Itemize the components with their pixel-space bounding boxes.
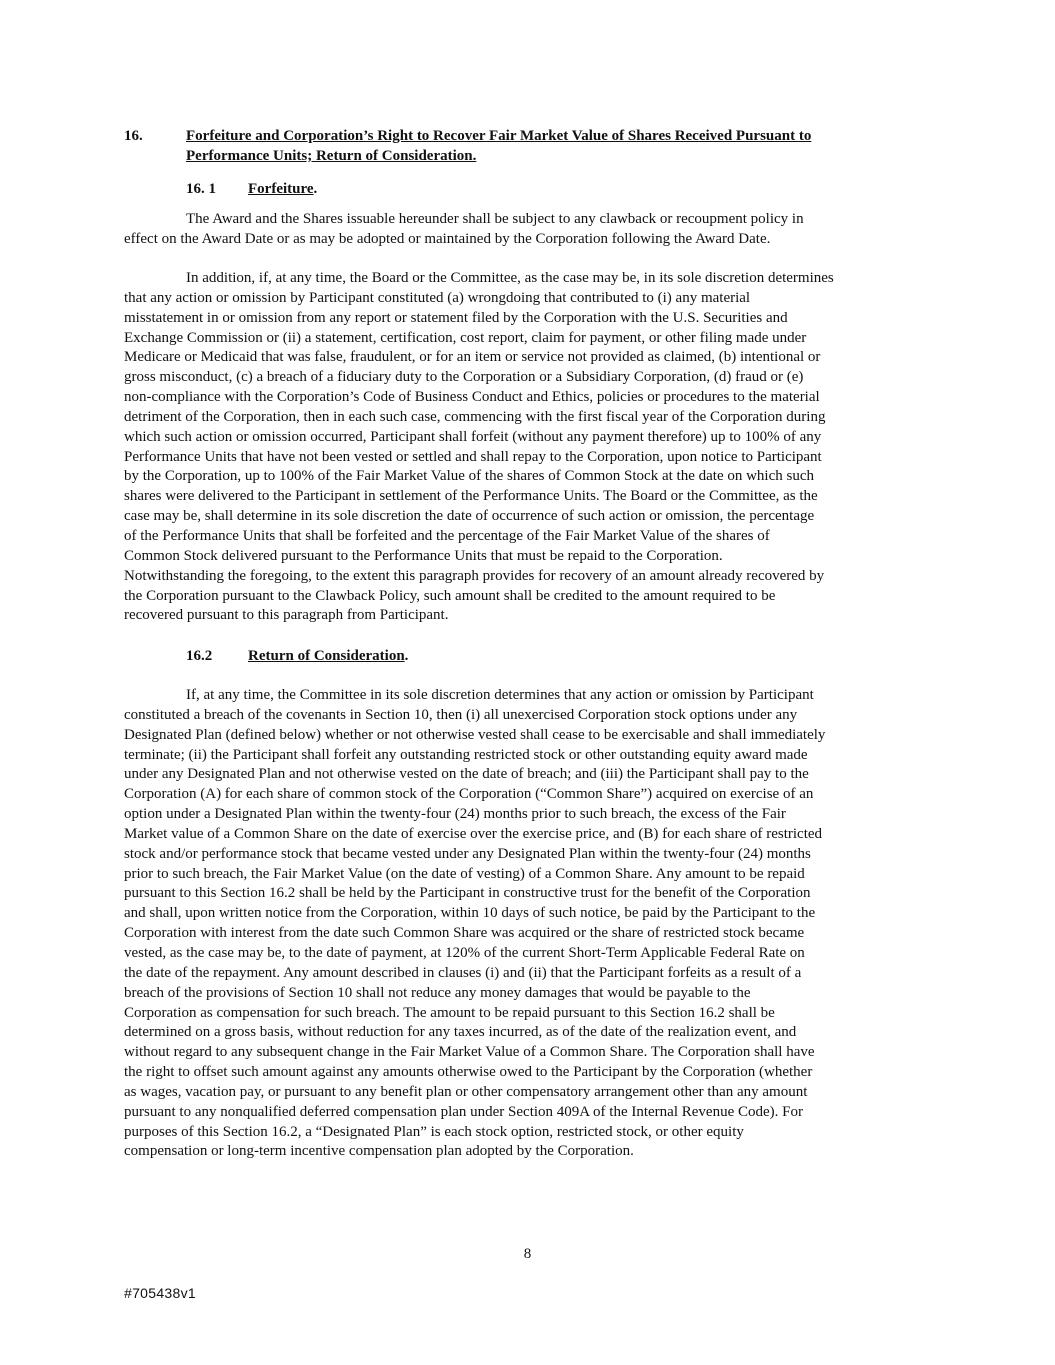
text-line: In addition, if, at any time, the Board or the Committee, as the case may be, in its sole discretion determines [186, 270, 834, 286]
text-line: under any Designated Plan and not otherwise vested on the date of breach; and (iii) the Participant shall pay to the [124, 766, 809, 783]
text-line: effect on the Award Date or as may be adopted or maintained by the Corporation following the Award Date. [124, 230, 771, 247]
text-line: stock and/or performance stock that became vested under any Designated Plan within the twenty-four (24) months [124, 845, 811, 862]
text-line: shares were delivered to the Participant in settlement of the Performance Units. The Board or the Committee, as the [124, 488, 818, 505]
text-line: that any action or omission by Participant constituted (a) wrongdoing that contributed to (i) any material [124, 289, 751, 306]
text-line: Common Stock delivered pursuant to the Performance Units that must be repaid to the Corporation. [124, 547, 723, 564]
text-line: If, at any time, the Committee in its sole discretion determines that any action or omission by Participant [186, 687, 814, 703]
text-line: case may be, shall determine in its sole discretion the date of occurrence of such action or omission, the percentage [124, 508, 815, 525]
text-line: terminate; (ii) the Participant shall forfeit any outstanding restricted stock or other outstanding equity award made [124, 746, 808, 763]
section-title [186, 126, 926, 166]
text-line: breach of the provisions of Section 10 shall not reduce any money damages that would be payable to the [124, 984, 751, 1001]
subsection-title: Forfeiture [248, 181, 314, 197]
text-line: Market value of a Common Share on the date of exercise over the exercise price, and (B) for each share of restricted [124, 825, 823, 842]
paragraph-return-of-consideration [124, 686, 934, 1162]
text-line: detriment of the Corporation, then in each such case, commencing with the first fiscal year of the Corporation during [124, 408, 826, 425]
text-line: the date of the repayment. Any amount described in clauses (i) and (ii) that the Participant forfeits as a result of a [124, 964, 802, 981]
section-title-line: Forfeiture and Corporation’s Right to Recover Fair Market Value of Shares Received Pursuant to [186, 128, 812, 144]
subsection-number: 16. 1 [186, 181, 216, 197]
text-line: Corporation as compensation for such breach. The amount to be repaid pursuant to this Section 16.2 shall be [124, 1004, 775, 1021]
subsection-heading-return-of-consideration: 16.2 Return of Consideration. [186, 648, 409, 664]
text-line: without regard to any subsequent change in the Fair Market Value of a Common Share. The Corporation shall have [124, 1044, 815, 1061]
subsection-title: Return of Consideration [248, 648, 405, 664]
text-line: the Corporation pursuant to the Clawback Policy, such amount shall be credited to the amount required to be [124, 587, 776, 604]
text-line: Corporation (A) for each share of common stock of the Corporation (“Common Share”) acquired on exercise of an [124, 786, 814, 803]
section-title-line: Performance Units; Return of Consideration. [186, 148, 477, 164]
page-number: 8 [523, 1246, 532, 1262]
text-line: Medicare or Medicaid that was false, fraudulent, or for an item or service not provided as claimed, (b) intentional or [124, 349, 821, 366]
text-line: and shall, upon written notice from the Corporation, within 10 days of such notice, be paid by the Participant to the [124, 905, 816, 922]
text-line: Designated Plan (defined below) whether or not otherwise vested shall cease to be exercisable and shall immediately [124, 726, 826, 743]
text-line: Performance Units that have not been vested or settled and shall repay to the Corporation, upon notice to Participant [124, 448, 822, 465]
text-line: the right to offset such amount against any amounts otherwise owed to the Participant by the Corporation (whether [124, 1064, 813, 1081]
text-line: constituted a breach of the covenants in Section 10, then (i) all unexercised Corporation stock options under any [124, 706, 798, 723]
text-line: pursuant to any nonqualified deferred compensation plan under Section 409A of the Internal Revenue Code). For [124, 1103, 803, 1120]
text-line: which such action or omission occurred, Participant shall forfeit (without any payment therefore) up to 100% of any [124, 428, 822, 445]
text-line: of the Performance Units that shall be forfeited and the percentage of the Fair Market Value of the shares of [124, 527, 770, 544]
text-line: Exchange Commission or (ii) a statement, certification, cost report, claim for payment, or other filing made under [124, 329, 807, 346]
subsection-heading-forfeiture: 16. 1 Forfeiture. [186, 181, 318, 197]
text-line: by the Corporation, up to 100% of the Fair Market Value of the shares of Common Stock at the date on which such [124, 468, 814, 485]
text-line: pursuant to this Section 16.2 shall be held by the Participant in constructive trust for the benefit of the Corporation [124, 885, 811, 902]
text-line: as wages, vacation pay, or pursuant to any benefit plan or other compensatory arrangement other than any amount [124, 1083, 808, 1100]
text-line: determined on a gross basis, without reduction for any taxes incurred, as of the date of the realization event, and [124, 1024, 797, 1041]
text-line: The Award and the Shares issuable hereunder shall be subject to any clawback or recoupment policy in [186, 211, 804, 227]
text-line: option under a Designated Plan within the twenty-four (24) months prior to such breach, the excess of the Fair [124, 806, 786, 823]
text-line: Notwithstanding the foregoing, to the extent this paragraph provides for recovery of an amount already recovered by [124, 567, 825, 584]
paragraph-clawback-policy [124, 210, 934, 250]
text-line: prior to such breach, the Fair Market Value (on the date of vesting) of a Common Share. Any amount to be repaid [124, 865, 805, 882]
text-line: Corporation with interest from the date such Common Share was acquired or the share of restricted stock became [124, 925, 805, 942]
text-line: non-compliance with the Corporation’s Code of Business Conduct and Ethics, policies or procedures to the material [124, 389, 820, 406]
paragraph-forfeiture-conditions [124, 269, 934, 626]
text-line: compensation or long-term incentive compensation plan adopted by the Corporation. [124, 1143, 634, 1160]
section-number: 16. [124, 128, 143, 144]
subsection-number: 16.2 [186, 648, 213, 664]
text-line: gross misconduct, (c) a breach of a fiduciary duty to the Corporation or a Subsidiary Corporation, (d) fraud or (e) [124, 369, 804, 386]
text-line: recovered pursuant to this paragraph from Participant. [124, 607, 449, 624]
text-line: misstatement in or omission from any report or statement filed by the Corporation with the U.S. Securities and [124, 309, 788, 326]
text-line: purposes of this Section 16.2, a “Designated Plan” is each stock option, restricted stock, or other equity [124, 1123, 744, 1140]
document-id: #705438v1 [124, 1285, 196, 1301]
text-line: vested, as the case may be, to the date of payment, at 120% of the current Short-Term Applicable Federal Rate on [124, 944, 805, 961]
